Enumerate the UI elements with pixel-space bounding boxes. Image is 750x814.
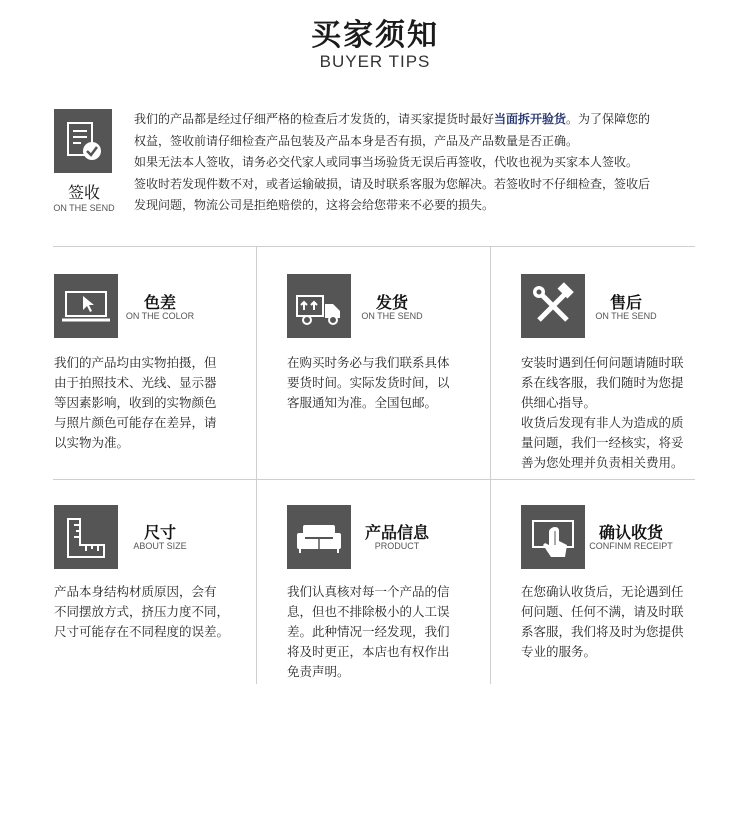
page-subtitle: BUYER TIPS xyxy=(319,52,431,71)
card-title: 售后 xyxy=(609,293,642,312)
card-title: 确认收货 xyxy=(598,523,663,542)
on-send-label: 签收 xyxy=(67,183,100,202)
monitor-cursor-icon xyxy=(54,274,118,338)
card-title: 发货 xyxy=(375,293,408,312)
clipboard-check-icon xyxy=(54,109,112,173)
divider xyxy=(53,479,695,480)
card-body: 我们认真核对每一个产品的信 息，但也不排除极小的人工误 差。此种情况一经发现，我们 将及时更正，本店也有权作出 免责声明。 xyxy=(287,584,450,679)
card-subtitle: CONFINM RECEIPT xyxy=(589,541,673,551)
card-title: 产品信息 xyxy=(364,523,429,542)
card-title: 色差 xyxy=(143,293,176,312)
on-send-line: 发现问题，物流公司是拒绝赔偿的，这将会给您带来不必要的损失。 xyxy=(134,198,495,212)
highlight-text: 当面拆开验货 xyxy=(494,112,567,126)
card-body: 安装时遇到任何问题请随时联 系在线客服，我们随时为您提 供细心指导。 收货后发现有非人为造成的质 量问题，我们一经核实，将妥 善为您处理并负责相关费用。 xyxy=(521,355,684,470)
on-send-sublabel: ON THE SEND xyxy=(53,203,115,213)
delivery-truck-icon xyxy=(287,274,351,338)
on-send-line: 我们的产品都是经过仔细严格的检查后才发货的，请买家提货时最好当面拆开验货。为了保障您的 xyxy=(134,112,651,126)
tools-icon xyxy=(521,274,585,338)
on-send-line: 签收时若发现件数不对，或者运输破损，请及时联系客服为您解决。若签收时不仔细检查，签收后 xyxy=(134,176,651,191)
on-send-line: 权益，签收前请仔细检查产品包装及产品本身是否有损，产品及产品数量是否正确。 xyxy=(134,133,579,148)
card-subtitle: ON THE SEND xyxy=(361,311,423,321)
card-body: 产品本身结构材质原因，会有 不同摆放方式，挤压力度不同， 尺寸可能存在不同程度的误差。 xyxy=(54,584,230,639)
card-subtitle: ABOUT SIZE xyxy=(133,541,187,551)
divider xyxy=(490,246,491,684)
sofa-icon xyxy=(287,505,351,569)
hand-touch-screen-icon xyxy=(521,505,585,569)
card-body: 我们的产品均由实物拍摄，但 由于拍照技术、光线、显示器 等因素影响，收到的实物颜色 与照片颜色可能存在差异，请 以实物为准。 xyxy=(54,355,217,450)
card-subtitle: PRODUCT xyxy=(374,541,420,551)
card-subtitle: ON THE COLOR xyxy=(125,311,195,321)
card-title: 尺寸 xyxy=(143,523,176,542)
divider xyxy=(256,246,257,684)
ruler-icon xyxy=(54,505,118,569)
card-body: 在购买时务必与我们联系具体 要货时间。实际发货时间，以 客服通知为准。全国包邮。 xyxy=(287,355,450,410)
on-send-text xyxy=(134,109,699,217)
card-body: 在您确认收货后，无论遇到任 何问题、任何不满，请及时联 系客服，我们将及时为您提供 专业的服务。 xyxy=(521,584,684,659)
page-title: 买家须知 xyxy=(311,18,439,53)
on-send-line: 如果无法本人签收，请务必交代家人或同事当场验货无误后再签收，代收也视为买家本人签收。 xyxy=(134,155,639,169)
card-subtitle: ON THE SEND xyxy=(595,311,657,321)
divider xyxy=(53,246,695,247)
